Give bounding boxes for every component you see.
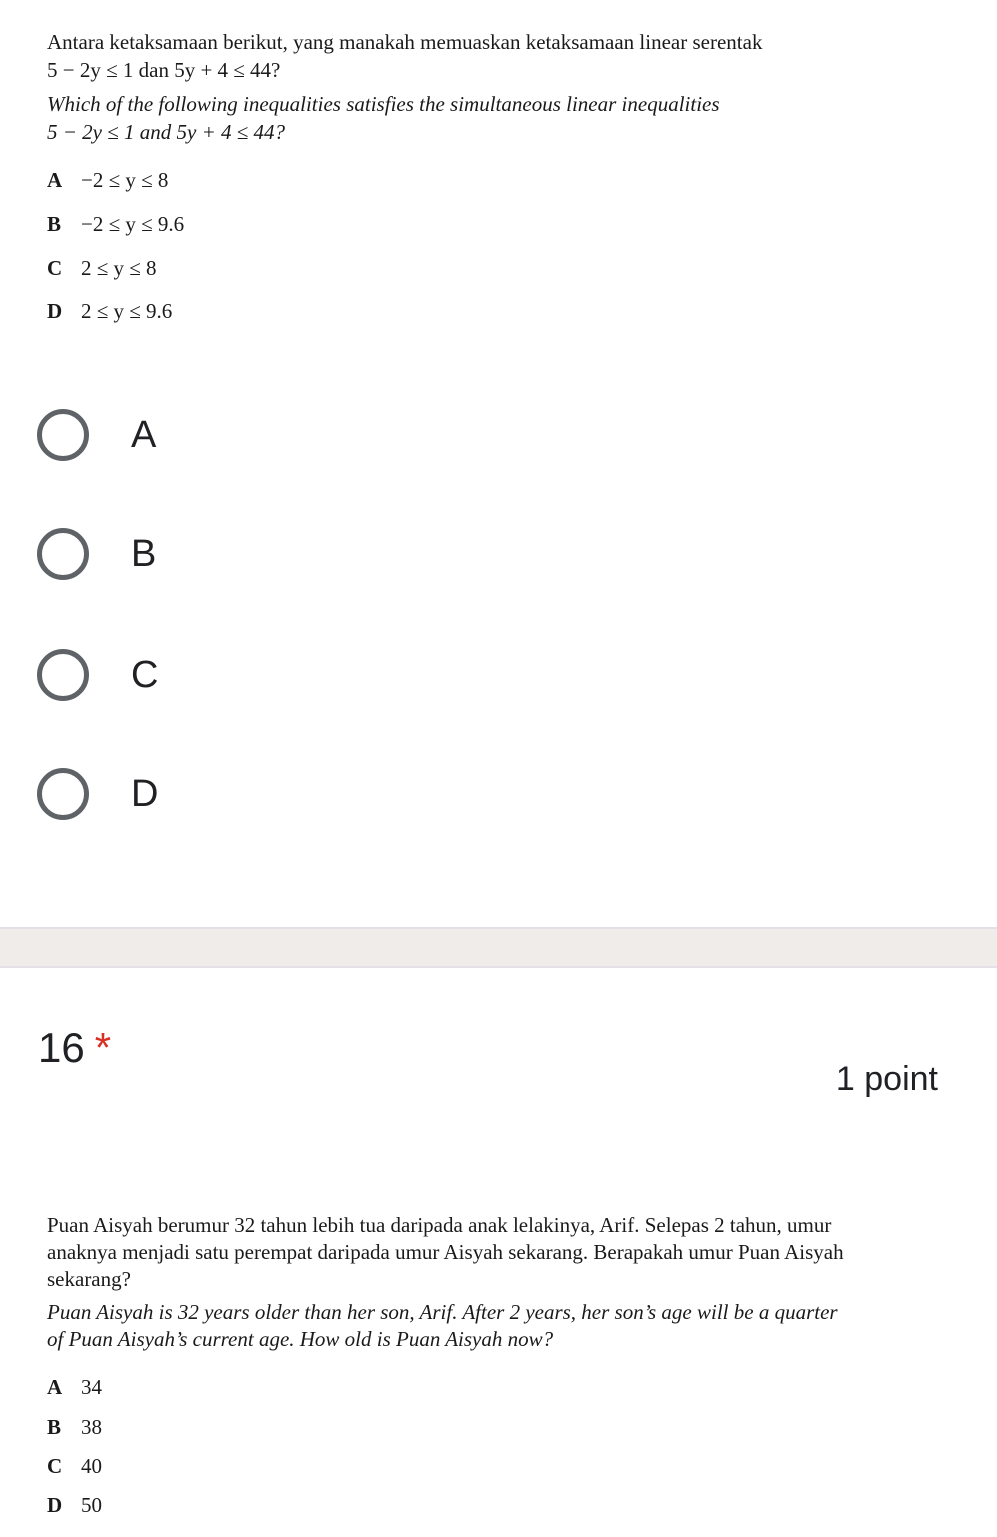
radio-label-b: B <box>131 532 157 575</box>
radio-button-d[interactable] <box>37 768 89 820</box>
question-16-image-text <box>47 1212 889 1353</box>
question-15-choice-a <box>47 167 168 193</box>
choice-text: 40 <box>81 1454 102 1478</box>
choice-text: 2 ≤ y ≤ 8 <box>81 256 157 280</box>
radio-option-d[interactable] <box>37 763 158 825</box>
question-16-text-ms-line3: sekarang? <box>47 1267 131 1291</box>
required-asterisk: * <box>94 1024 112 1071</box>
question-16-choice-a <box>47 1374 102 1400</box>
radio-option-b[interactable] <box>37 523 156 585</box>
choice-letter: A <box>47 1375 63 1399</box>
radio-label-d: D <box>131 772 159 815</box>
question-16-choice-b <box>47 1414 102 1440</box>
radio-button-b[interactable] <box>37 528 89 580</box>
question-16-text-en-line2: of Puan Aisyah’s current age. How old is Puan Aisyah now? <box>47 1327 554 1351</box>
radio-label-a: A <box>131 413 157 456</box>
choice-letter: B <box>47 212 62 236</box>
choice-text: −2 ≤ y ≤ 8 <box>81 168 169 192</box>
radio-button-c[interactable] <box>37 649 89 701</box>
question-16-choice-c <box>47 1453 102 1479</box>
question-divider <box>0 927 997 968</box>
choice-letter: B <box>47 1415 62 1439</box>
question-number: 16 <box>38 1024 85 1071</box>
choice-text: −2 ≤ y ≤ 9.6 <box>81 212 185 236</box>
question-15-text-ms-line1: Antara ketaksamaan berikut, yang manakah memuaskan ketaksamaan linear serentak <box>47 30 763 54</box>
question-16-text-ms-line2: anaknya menjadi satu perempat daripada umur Aisyah sekarang. Berapakah umur Puan Aisyah <box>47 1240 844 1264</box>
choice-text: 38 <box>81 1415 102 1439</box>
question-15-text-ms-line2: 5 − 2y ≤ 1 dan 5y + 4 ≤ 44? <box>47 58 281 82</box>
question-points: 1 point <box>835 1060 938 1098</box>
choice-letter: D <box>47 1493 63 1517</box>
choice-text: 50 <box>81 1493 102 1517</box>
choice-letter: D <box>47 299 63 323</box>
question-16-text-ms-line1: Puan Aisyah berumur 32 tahun lebih tua daripada anak lelakinya, Arif. Selepas 2 tahun, umur <box>47 1213 832 1237</box>
choice-text: 34 <box>81 1375 102 1399</box>
question-15-text-en-line2: 5 − 2y ≤ 1 and 5y + 4 ≤ 44? <box>47 120 286 144</box>
question-16-text-en-line1: Puan Aisyah is 32 years older than her son, Arif. After 2 years, her son’s age will be a quarter <box>47 1300 838 1324</box>
choice-letter: C <box>47 1454 63 1478</box>
question-15-image-text <box>47 28 889 146</box>
radio-button-a[interactable] <box>37 409 89 461</box>
radio-label-c: C <box>131 653 159 696</box>
question-15-choice-c <box>47 255 157 281</box>
question-15-text-en-line1: Which of the following inequalities satisfies the simultaneous linear inequalities <box>47 92 720 116</box>
question-15-choice-d <box>47 298 172 324</box>
radio-option-a[interactable] <box>37 404 156 466</box>
question-16-title <box>38 1020 111 1076</box>
choice-text: 2 ≤ y ≤ 9.6 <box>81 299 173 323</box>
radio-option-c[interactable] <box>37 644 158 706</box>
choice-letter: A <box>47 168 63 192</box>
question-16-choice-d <box>47 1492 102 1518</box>
question-15-choice-b <box>47 211 184 237</box>
choice-letter: C <box>47 256 63 280</box>
